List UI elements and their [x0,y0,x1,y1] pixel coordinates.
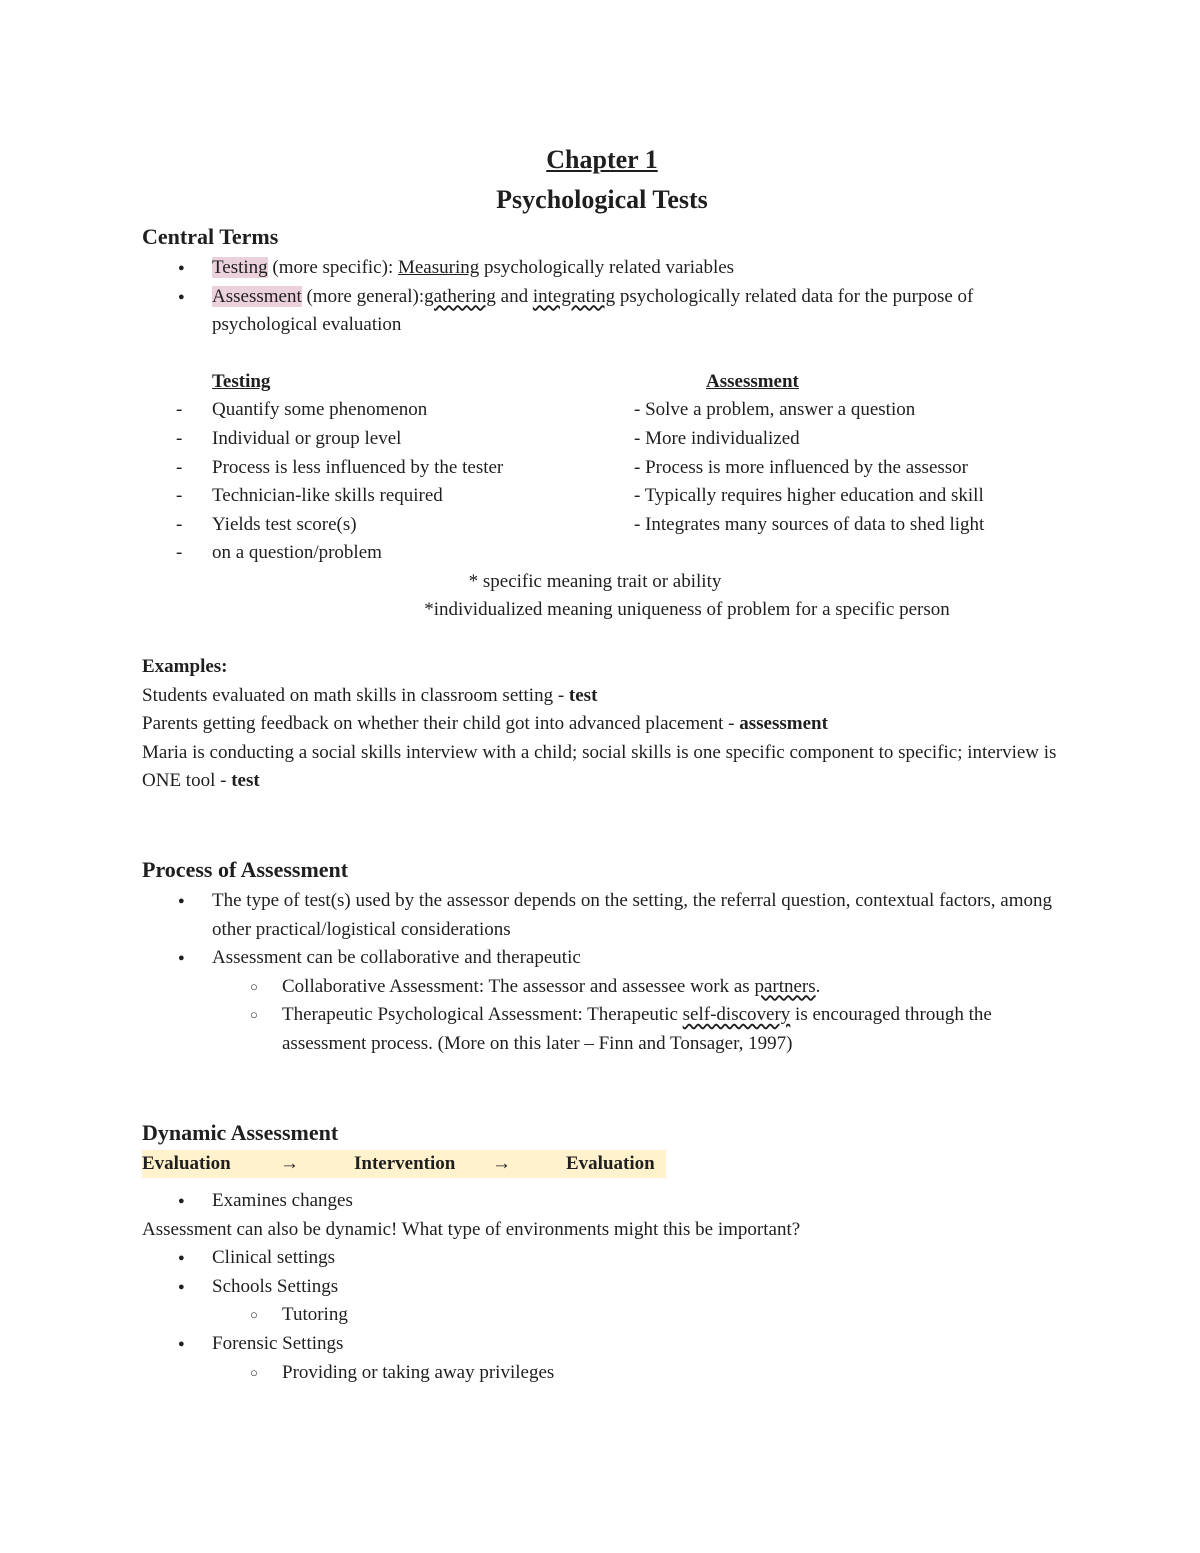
gathering-keyword: gathering [424,285,496,307]
list-item: ○ Tutoring [142,1301,1062,1330]
list-item: ● Assessment can be collaborative and therapeutic [142,944,1062,973]
flow-step: Evaluation [566,1152,655,1174]
testing-term: Testing [212,257,268,278]
document-page [142,140,1062,1387]
central-terms-heading: Central Terms [142,224,279,249]
individualized-note: *individualized meaning uniqueness of problem for a specific person [424,599,950,621]
assessment-flow [142,1150,666,1178]
assessment-column-header: Assessment [706,370,799,392]
document-subtitle: Psychological Tests [496,185,708,214]
integrating-keyword: integrating [532,285,616,307]
example-item: Parents getting feedback on whether their child got into advanced placement - assessment [142,713,828,735]
collaborative-item: ○ Collaborative Assessment: The assessor and assessee work as partners. [142,973,1062,1002]
example-item: Students evaluated on math skills in classroom setting - test [142,684,598,706]
testing-definition: ● Testing (more specific): Measuring psychologically related variables [142,254,1062,283]
arrow-icon: → [492,1152,511,1174]
flow-step: Evaluation [142,1152,231,1174]
settings-list [142,1244,1062,1387]
specific-note: * specific meaning trait or ability [468,570,722,592]
list-item: ● Schools Settings [142,1273,1062,1302]
examples-heading: Examples: [142,655,228,677]
arrow-icon: → [280,1152,299,1174]
dynamic-question: Assessment can also be dynamic! What type of environments might this be important? [142,1218,801,1240]
flow-step: Intervention [354,1152,456,1174]
testing-column-header: Testing [212,370,271,392]
list-item: ● Forensic Settings [142,1330,1062,1359]
partners-keyword: partners [754,975,816,997]
list-item: ● The type of test(s) used by the assessor depends on the setting, the referral question, contextual factors, among other practical/logistical considerations [142,887,1062,944]
dynamic-list [142,1187,1062,1216]
chapter-title: Chapter 1 [546,145,658,174]
therapeutic-item: ○ Therapeutic Psychological Assessment: Therapeutic self-discovery is encouraged through the assessment process. (More on this later – Finn and Tonsager, 1997) [142,1001,1062,1058]
assessment-term: Assessment [212,285,302,307]
measuring-keyword: Measuring [397,257,480,278]
self-discovery-keyword: self-discovery [682,1004,791,1026]
list-item: ● Clinical settings [142,1244,1062,1273]
process-heading: Process of Assessment [142,856,349,882]
process-list [142,887,1062,1059]
dynamic-heading: Dynamic Assessment [142,1119,339,1145]
assessment-definition: ● Assessment (more general):gathering and integrating psychologically related data for the purpose of psychological evaluation [142,283,1062,340]
list-item: ○ Providing or taking away privileges [142,1359,1062,1388]
central-terms-list [142,254,1062,340]
example-item: Maria is conducting a social skills interview with a child; social skills is one specific component to specific; interview is ONE tool - test [142,741,1057,792]
list-item: ● Examines changes [142,1187,1062,1216]
comparison-table: Testing Assessment - Quantify some phenomenon - Solve a problem, answer a question - Individual or group level - More individualized - Process is less influenced by the tester - Process is more influenced by the assessor - Technician-like skills required - Typically requires higher education and skill - Yields test score(s) - Integrates many sources of data to shed light - on a question/problem [142,368,1062,568]
